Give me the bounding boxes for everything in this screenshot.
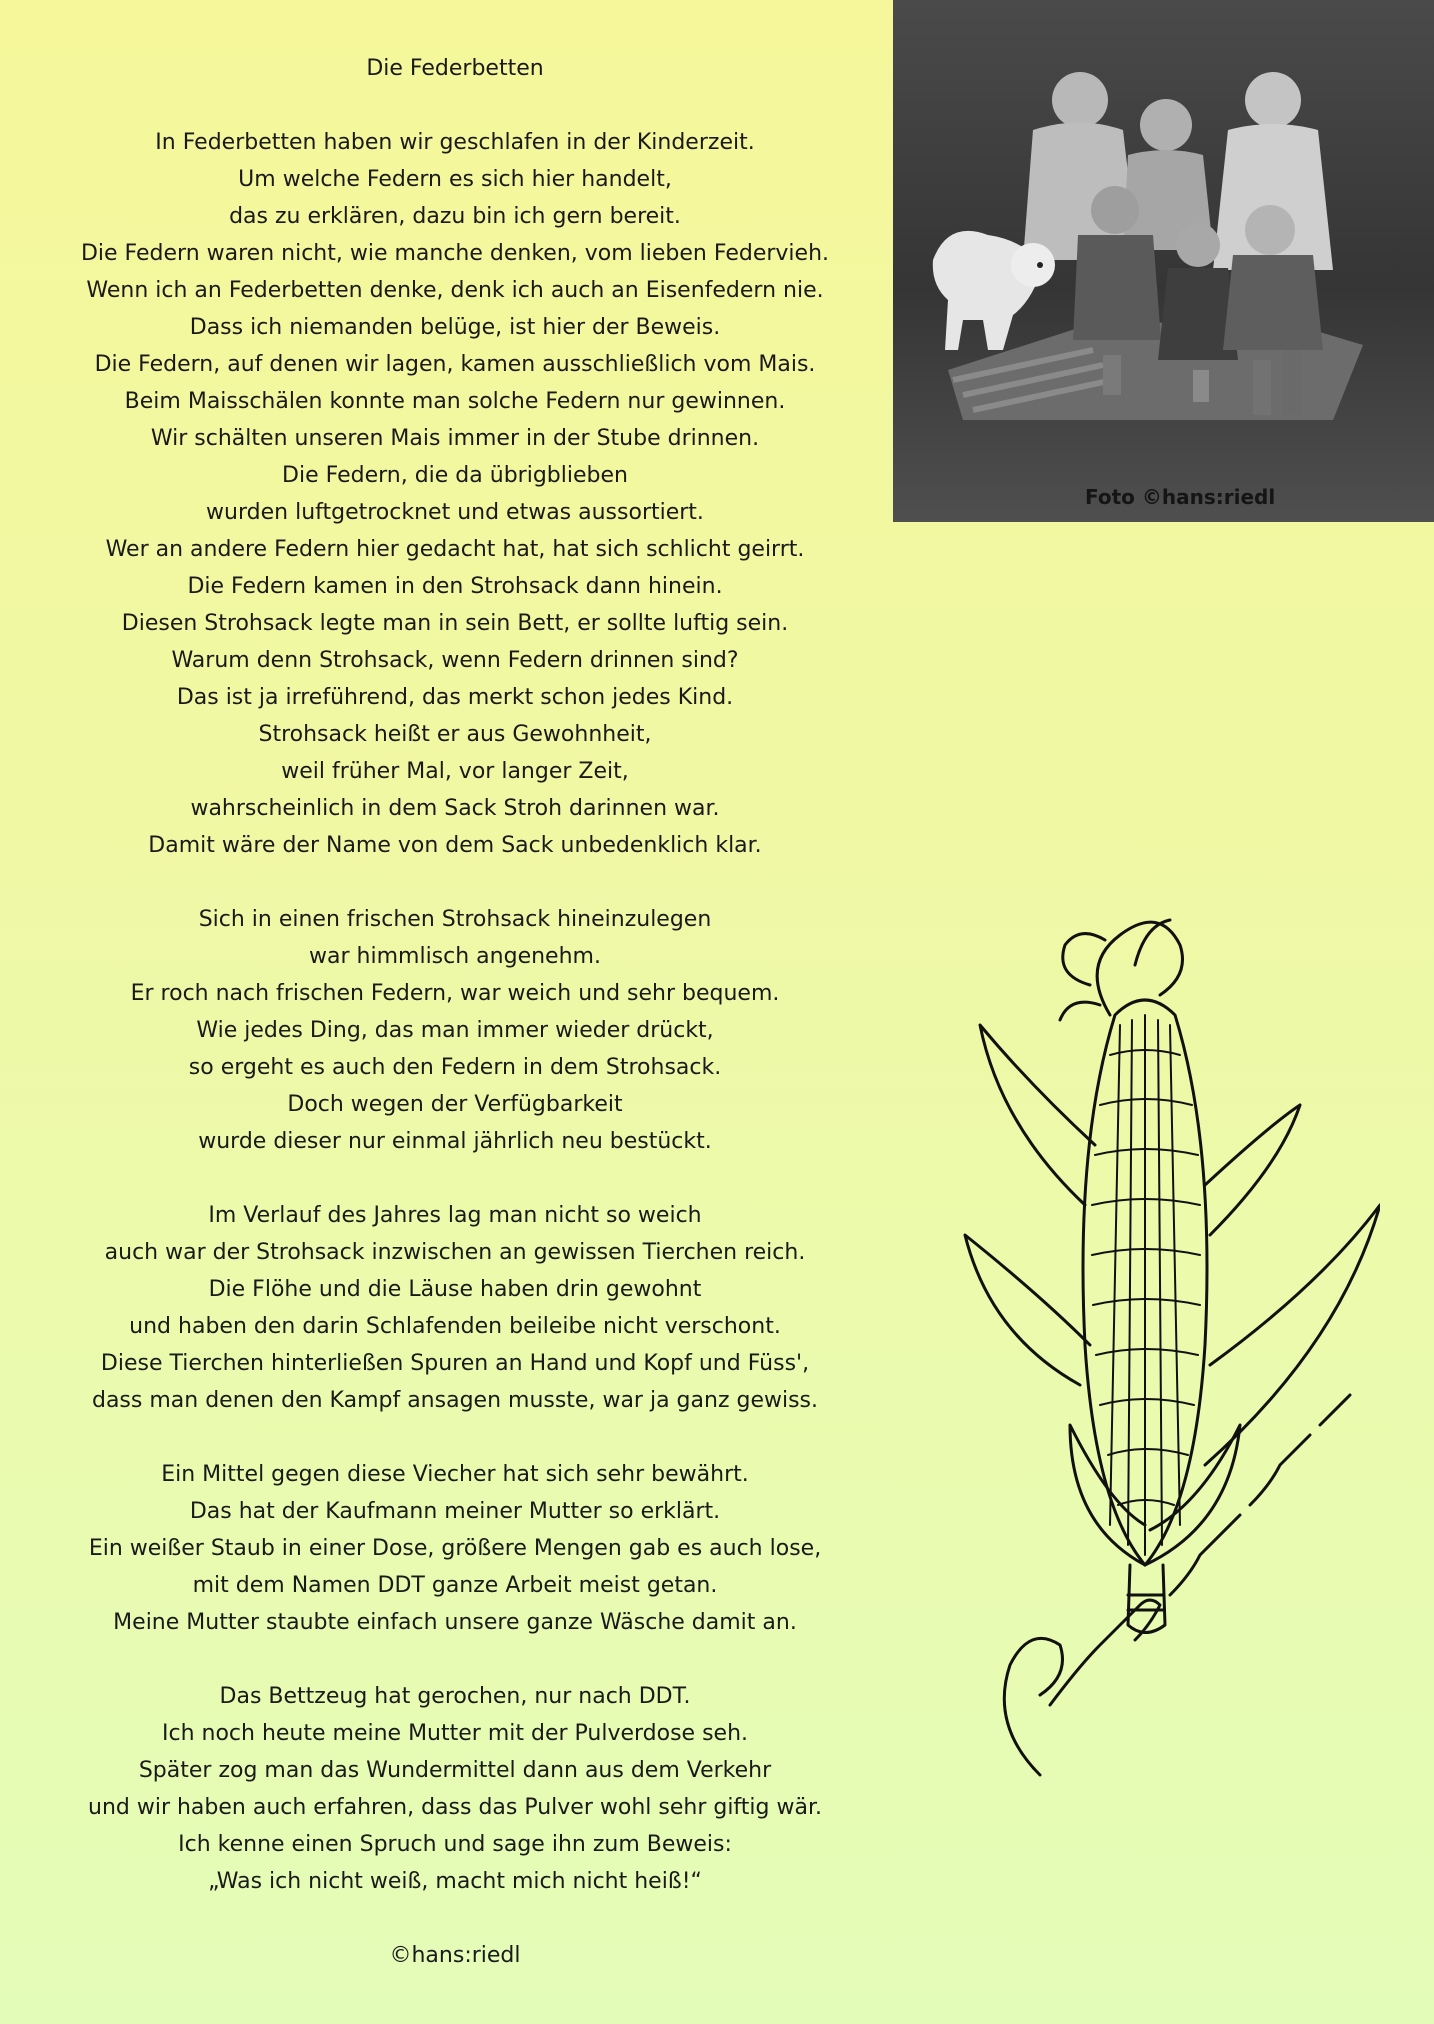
poem-line: Meine Mutter staubte einfach unsere ganze Wäsche damit an. <box>113 1610 797 1635</box>
poem-line: wurde dieser nur einmal jährlich neu bestückt. <box>198 1129 712 1154</box>
stanza <box>30 1678 880 1900</box>
poem-line: Die Federn, die da übrigblieben <box>282 463 628 488</box>
poem-line: Die Federn kamen in den Strohsack dann hinein. <box>187 574 723 599</box>
poem-line: Damit wäre der Name von dem Sack unbedenklich klar. <box>148 833 762 858</box>
poem-line: und wir haben auch erfahren, dass das Pulver wohl sehr giftig wär. <box>88 1795 822 1820</box>
corn-cob-icon <box>960 905 1380 1805</box>
poem-line: Um welche Federn es sich hier handelt, <box>238 167 672 192</box>
poem-line: Er roch nach frischen Federn, war weich und sehr bequem. <box>130 981 780 1006</box>
stanza <box>30 124 880 864</box>
poem-stanzas <box>30 124 880 1900</box>
poem-line: Das ist ja irreführend, das merkt schon jedes Kind. <box>176 685 734 710</box>
poem-line: Ich kenne einen Spruch und sage ihn zum Beweis: <box>178 1832 732 1857</box>
poem-line: Ich noch heute meine Mutter mit der Pulverdose seh. <box>161 1721 749 1746</box>
poem-line: Wie jedes Ding, das man immer wieder drückt, <box>196 1018 714 1043</box>
poem-line: Wenn ich an Federbetten denke, denk ich auch an Eisenfedern nie. <box>86 278 824 303</box>
poem-line: Strohsack heißt er aus Gewohnheit, <box>258 722 652 747</box>
poem-line: Diese Tierchen hinterließen Spuren an Hand und Kopf und Füss', <box>100 1351 810 1376</box>
poem-signature: ©hans:riedl <box>389 1943 521 1968</box>
stanza <box>30 1197 880 1419</box>
poem-line: das zu erklären, dazu bin ich gern bereit. <box>229 204 681 229</box>
poem-line: Warum denn Strohsack, wenn Federn drinnen sind? <box>171 648 739 673</box>
corn-illustration <box>960 905 1380 1809</box>
poem-line: so ergeht es auch den Federn in dem Strohsack. <box>188 1055 722 1080</box>
poem-line: Die Federn waren nicht, wie manche denken, vom lieben Federvieh. <box>80 241 830 266</box>
poem-line: Im Verlauf des Jahres lag man nicht so weich <box>208 1203 702 1228</box>
poem-line: Wir schälten unseren Mais immer in der Stube drinnen. <box>150 426 760 451</box>
poem-line: Doch wegen der Verfügbarkeit <box>287 1092 623 1117</box>
poem-line: und haben den darin Schlafenden beileibe nicht verschont. <box>129 1314 781 1339</box>
poem-line: auch war der Strohsack inzwischen an gewissen Tierchen reich. <box>104 1240 806 1265</box>
poem-line: Die Flöhe und die Läuse haben drin gewohnt <box>208 1277 702 1302</box>
poem-line: Ein weißer Staub in einer Dose, größere Mengen gab es auch lose, <box>88 1536 822 1561</box>
stanza <box>30 1456 880 1641</box>
poem-line: Sich in einen frischen Strohsack hineinzulegen <box>198 907 712 932</box>
poem-line: Das Bettzeug hat gerochen, nur nach DDT. <box>219 1684 691 1709</box>
poem-line: Die Federn, auf denen wir lagen, kamen ausschließlich vom Mais. <box>94 352 816 377</box>
poem-line: weil früher Mal, vor langer Zeit, <box>281 759 629 784</box>
poem-line: wahrscheinlich in dem Sack Stroh darinnen war. <box>190 796 720 821</box>
poem-line: dass man denen den Kampf ansagen musste, war ja ganz gewiss. <box>91 1388 819 1413</box>
poem-line: Wer an andere Federn hier gedacht hat, hat sich schlicht geirrt. <box>105 537 805 562</box>
poem-title: Die Federbetten <box>366 56 544 81</box>
poem-line: Ein Mittel gegen diese Viecher hat sich sehr bewährt. <box>161 1462 749 1487</box>
poem-line: Später zog man das Wundermittel dann aus dem Verkehr <box>138 1758 772 1783</box>
poem-line: wurden luftgetrocknet und etwas aussortiert. <box>206 500 704 525</box>
poem <box>30 50 880 1974</box>
photo-caption: Foto ©hans:riedl <box>1085 485 1276 509</box>
poem-line: In Federbetten haben wir geschlafen in der Kinderzeit. <box>155 130 755 155</box>
poem-line: mit dem Namen DDT ganze Arbeit meist getan. <box>192 1573 718 1598</box>
poem-line: „Was ich nicht weiß, macht mich nicht heiß!“ <box>208 1869 702 1894</box>
poem-line: Das hat der Kaufmann meiner Mutter so erklärt. <box>189 1499 721 1524</box>
poem-line: war himmlisch angenehm. <box>309 944 601 969</box>
poem-line: Diesen Strohsack legte man in sein Bett, er sollte luftig sein. <box>121 611 789 636</box>
poem-line: Dass ich niemanden belüge, ist hier der Beweis. <box>189 315 721 340</box>
stanza <box>30 901 880 1160</box>
family-photo <box>893 0 1434 522</box>
poem-line: Beim Maisschälen konnte man solche Federn nur gewinnen. <box>124 389 786 414</box>
children-with-dog-photo-icon <box>893 0 1434 522</box>
